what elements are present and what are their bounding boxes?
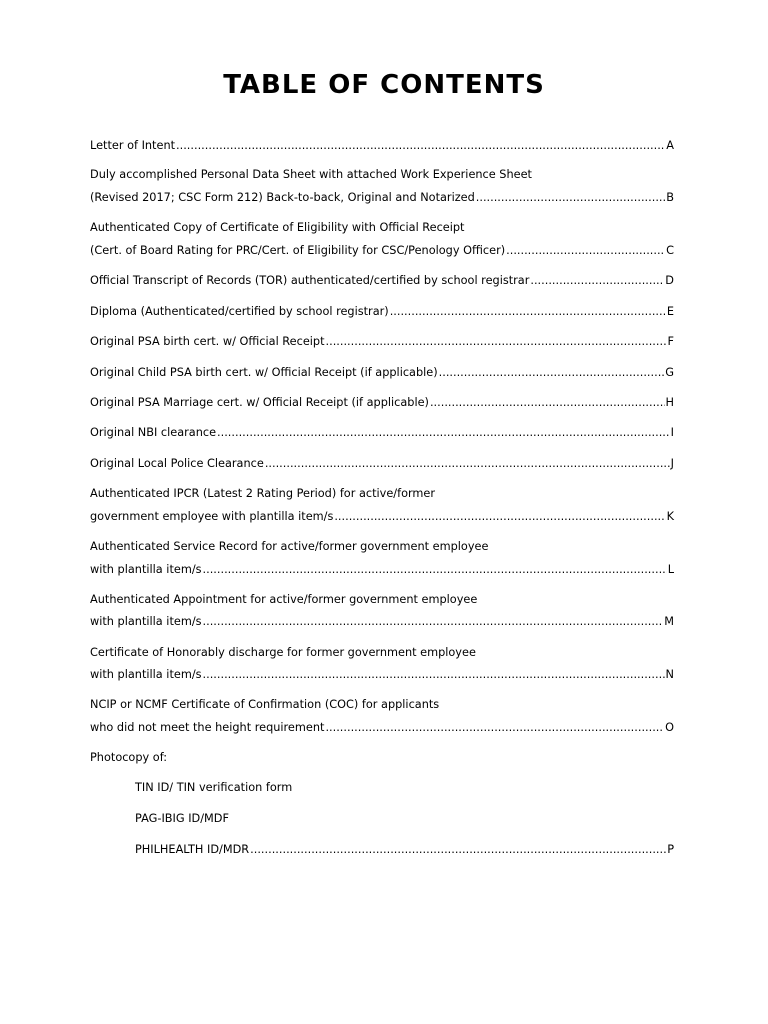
- toc-entry-letter: L: [667, 563, 674, 576]
- toc-entry-appointment-line-2: [90, 614, 674, 630]
- toc-entry-letter: J: [670, 457, 674, 470]
- toc-entry-text: NCIP or NCMF Certificate of Confirmation (COC) for applicants: [90, 698, 440, 711]
- toc-entry-text: Diploma (Authenticated/certified by school registrar): [90, 305, 389, 318]
- toc-entry-eligibility-line-1: [90, 220, 674, 236]
- toc-entry-letter: D: [665, 274, 674, 287]
- toc-entry-letter: K: [666, 510, 674, 523]
- toc-entry-eligibility-line-2: [90, 243, 674, 259]
- toc-entry-text: Duly accomplished Personal Data Sheet with attached Work Experience Sheet: [90, 168, 532, 181]
- toc-entry-letter: P: [667, 843, 674, 856]
- dot-leader: [439, 365, 665, 381]
- toc-entry-letter: F: [667, 335, 674, 348]
- toc-entry-letter: H: [665, 396, 674, 409]
- dot-leader: [334, 509, 665, 525]
- toc-entry-text: PHILHEALTH ID/MDR: [135, 843, 250, 856]
- dot-leader: [430, 395, 665, 411]
- toc-entry-ipcr-line-2: [90, 509, 674, 525]
- toc-entry-police-clearance: [90, 456, 674, 472]
- toc-entry-text: Authenticated IPCR (Latest 2 Rating Period) for active/former: [90, 487, 436, 500]
- toc-entry-letter: I: [670, 426, 674, 439]
- dot-leader: [265, 456, 670, 472]
- toc-subentry-philhealth-id: [135, 842, 674, 858]
- toc-entry-text: with plantilla item/s: [90, 615, 202, 628]
- toc-entry-text: Authenticated Copy of Certificate of Eligibility with Official Receipt: [90, 221, 465, 234]
- toc-entry-text: Original Child PSA birth cert. w/ Official Receipt (if applicable): [90, 366, 438, 379]
- toc-entry-honorable-discharge-line-1: [90, 645, 674, 661]
- toc-entry-letter: E: [666, 305, 674, 318]
- toc-entry-psa-birth: [90, 334, 674, 350]
- toc-entry-coc-line-2: [90, 720, 674, 736]
- toc-entry-letter: O: [665, 721, 674, 734]
- toc-subentry-pag-ibig-id: [135, 811, 674, 827]
- page-title: TABLE OF CONTENTS: [223, 70, 545, 100]
- toc-entry-text: government employee with plantilla item/s: [90, 510, 334, 523]
- toc-entry-text: Photocopy of:: [90, 751, 168, 764]
- toc-entry-text: Original Local Police Clearance: [90, 457, 264, 470]
- dot-leader: [390, 304, 666, 320]
- toc-entry-text: Original NBI clearance: [90, 426, 217, 439]
- dot-leader: [250, 842, 666, 858]
- dot-leader: [530, 273, 664, 289]
- toc-entry-pds-line-2: [90, 190, 674, 206]
- toc-entry-nbi-clearance: [90, 425, 674, 441]
- dot-leader: [506, 243, 665, 259]
- toc-entry-letter: C: [666, 244, 674, 257]
- toc-entry-letter: M: [664, 615, 674, 628]
- toc-entry-text: Original PSA Marriage cert. w/ Official Receipt (if applicable): [90, 396, 429, 409]
- toc-entry-tor: [90, 273, 674, 289]
- toc-entry-child-psa-birth: [90, 365, 674, 381]
- toc-entry-text: Original PSA birth cert. w/ Official Receipt: [90, 335, 325, 348]
- toc-entry-honorable-discharge-line-2: [90, 667, 674, 683]
- dot-leader: [203, 562, 667, 578]
- toc-subentry-tin-id: [135, 780, 674, 796]
- toc-entry-psa-marriage: [90, 395, 674, 411]
- dot-leader: [476, 190, 665, 206]
- toc-entry-coc-line-1: [90, 697, 674, 713]
- toc-entry-appointment-line-1: [90, 592, 674, 608]
- toc-entry-letter: G: [665, 366, 674, 379]
- toc-entry-text: TIN ID/ TIN verification form: [135, 781, 293, 794]
- toc-entry-diploma: [90, 304, 674, 320]
- toc-entry-text: who did not meet the height requirement: [90, 721, 325, 734]
- toc-entry-letter: A: [666, 139, 674, 152]
- toc-entry-service-record-line-2: [90, 562, 674, 578]
- dot-leader: [203, 614, 664, 630]
- toc-entry-text: (Cert. of Board Rating for PRC/Cert. of Eligibility for CSC/Penology Officer): [90, 244, 506, 257]
- dot-leader: [217, 425, 670, 441]
- toc-entry-pds-line-1: [90, 167, 674, 183]
- toc-entry-letter: B: [666, 191, 674, 204]
- toc-entry-text: Letter of Intent: [90, 139, 176, 152]
- toc-entry-text: Certificate of Honorably discharge for former government employee: [90, 646, 476, 659]
- dot-leader: [176, 138, 665, 154]
- toc-entry-letter-of-intent: [90, 138, 674, 154]
- toc-entry-text: Official Transcript of Records (TOR) authenticated/certified by school registrar: [90, 274, 530, 287]
- toc-entry-service-record-line-1: [90, 539, 674, 555]
- toc-entry-ipcr-line-1: [90, 486, 674, 502]
- toc-entry-text: PAG-IBIG ID/MDF: [135, 812, 229, 825]
- dot-leader: [203, 667, 665, 683]
- toc-entry-letter: N: [665, 668, 674, 681]
- toc-entry-text: Authenticated Service Record for active/former government employee: [90, 540, 489, 553]
- dot-leader: [325, 720, 664, 736]
- toc-entry-photocopy-heading: [90, 750, 674, 766]
- toc-entry-text: (Revised 2017; CSC Form 212) Back-to-back, Original and Notarized: [90, 191, 475, 204]
- toc-entry-text: Authenticated Appointment for active/former government employee: [90, 593, 478, 606]
- dot-leader: [326, 334, 667, 350]
- toc-entry-text: with plantilla item/s: [90, 563, 202, 576]
- toc-entry-text: with plantilla item/s: [90, 668, 202, 681]
